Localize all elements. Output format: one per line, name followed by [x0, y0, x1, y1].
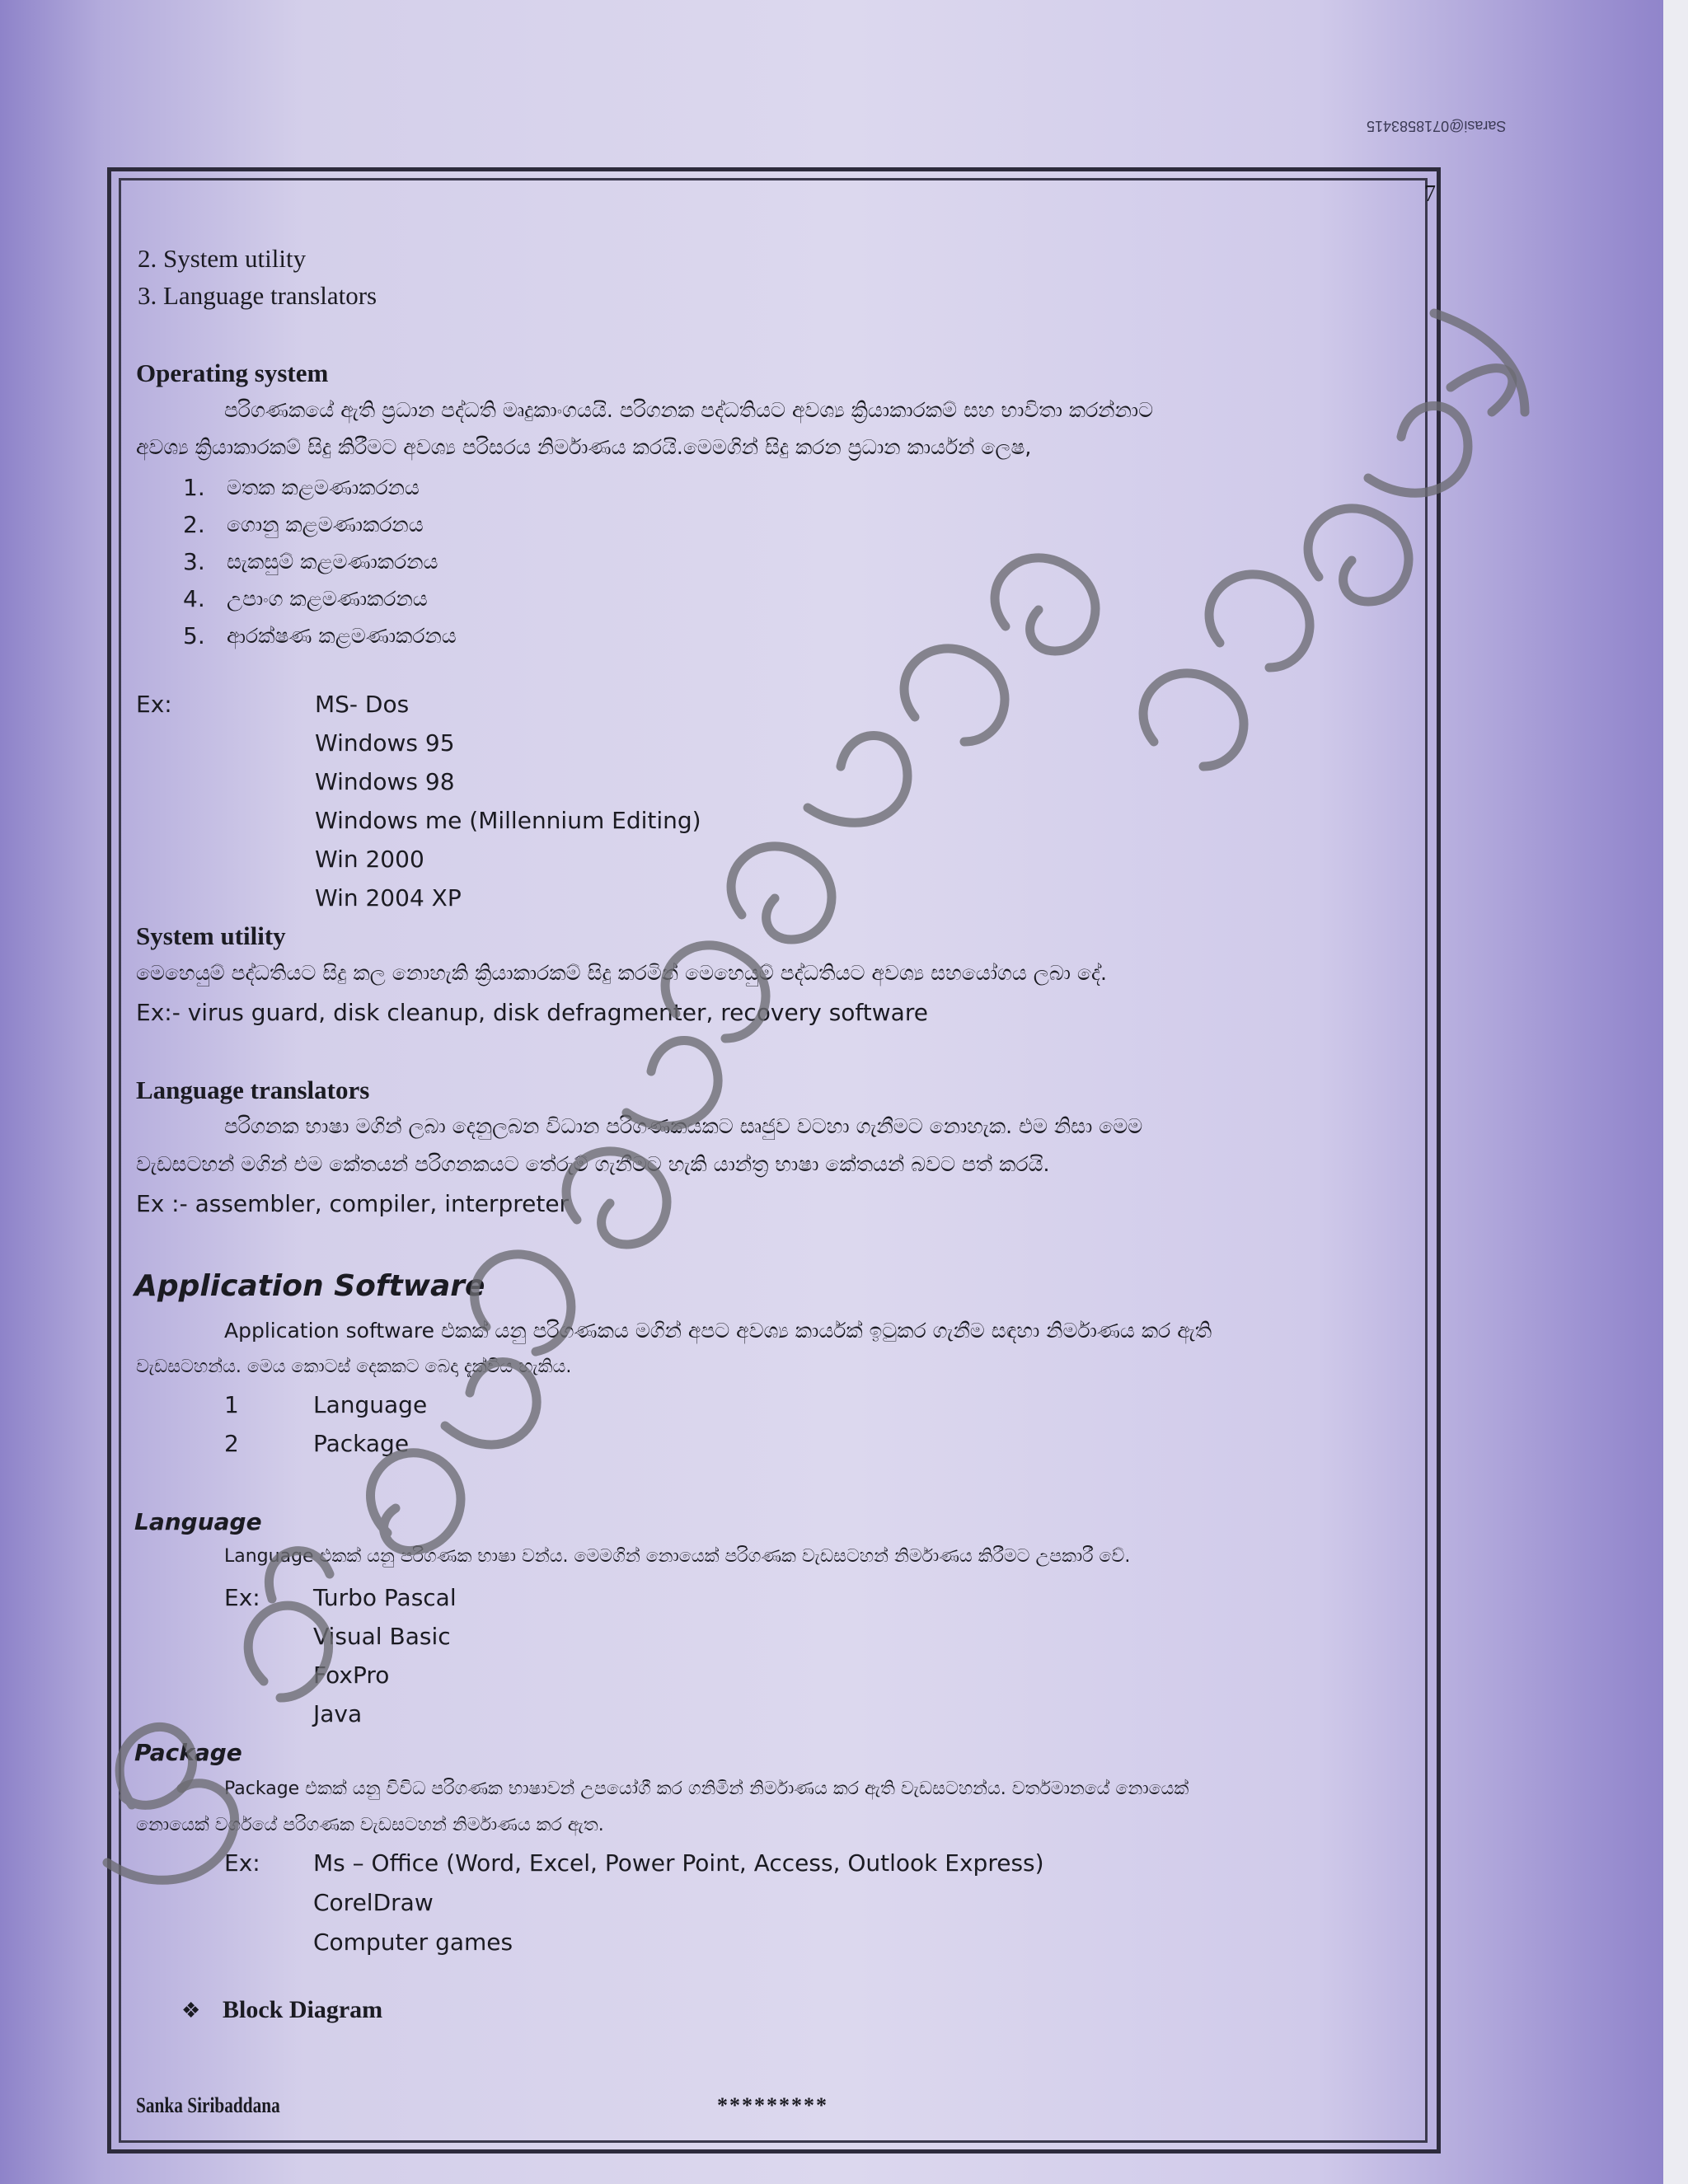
- section-heading-translators: Language translators: [136, 1076, 370, 1104]
- list-item: ආරක්ෂණ කළමණාකරනය: [227, 624, 457, 648]
- paragraph-line: මෙහෙයුම් පද්ධතියට සිදු කල නොහැකි ක්‍රියාකාරකම් සිදු කරමින් මෙහෙයුම් පද්ධතියට අවශ්‍ය සහයෝගය ලබා දේ.: [136, 961, 1107, 985]
- list-number: 3.: [183, 548, 205, 575]
- list-number: 2: [224, 1430, 239, 1457]
- example-label: Ex:: [224, 1584, 260, 1611]
- list-item: උපාංග කළමණාකරනය: [227, 587, 428, 611]
- example-label: Ex:: [136, 691, 172, 718]
- section-heading-utility: System utility: [136, 921, 286, 950]
- list-number: 1.: [183, 474, 205, 501]
- example-item: Computer games: [313, 1929, 513, 1956]
- paragraph-line: පරිගනක භාෂා මගින් ලබා දෙනුලබන විධාන පරිගණකයකට සෘජුව වටහා ගැනීමට නොහැක. එම නිසා මෙම: [224, 1114, 1143, 1138]
- example-item: Win 2004 XP: [315, 884, 462, 912]
- example-item: Ms – Office (Word, Excel, Power Point, Access, Outlook Express): [313, 1849, 1044, 1877]
- example-item: Win 2000: [315, 846, 424, 873]
- list-item: මතක කළමණාකරනය: [227, 476, 420, 499]
- example-item: Windows 95: [315, 729, 455, 757]
- list-number: 1: [224, 1391, 239, 1418]
- phone-stamp: Sarasi@0718583415: [1367, 118, 1507, 134]
- block-diagram-heading: Block Diagram: [223, 1996, 383, 2023]
- list-item: 2. System utility: [138, 244, 307, 273]
- footer-stars: *********: [717, 2093, 828, 2117]
- paragraph-line: Application software එකක් යනු පරිගණකය මගින් අපට අවශ්‍ය කාර්යක් ඉටුකර ගැනීම සඳහා නිර්මාණය කර ඇති: [224, 1319, 1212, 1343]
- paragraph-line: Language එකක් යනු පරිගණක භාෂා වන්ය. මෙමගින් නොයෙක් පරිගණක වැඩසටහන් නිර්මාණය කිරීමට උපකාරී වේ.: [224, 1546, 1131, 1567]
- list-item: Package: [313, 1430, 410, 1457]
- diamond-bullet-icon: ❖: [181, 1999, 201, 2022]
- example-item: Visual Basic: [313, 1623, 451, 1650]
- watermark-text: දෙවෙනි පෙළ තාක්ෂණවේදය සිංහලෙන්: [0, 0, 14, 1]
- page-number: 7: [1424, 181, 1436, 207]
- example-item: FoxPro: [313, 1661, 390, 1689]
- footer-author: Sanka Siribaddana: [136, 2093, 280, 2117]
- list-item: 3. Language translators: [138, 281, 377, 310]
- paragraph-line: අවශ්‍ය ක්‍රියාකාරකම් සිදු කිරීමට අවශ්‍ය පරිසරය නිර්මාණය කරයි.මෙමගින් සිදු කරන ප්‍රධාන කාර්යන් ලෙෂ,: [136, 435, 1032, 459]
- example-line: Ex:- virus guard, disk cleanup, disk defragmenter, recovery software: [136, 999, 928, 1026]
- list-number: 4.: [183, 585, 205, 612]
- section-heading-package: Package: [134, 1739, 242, 1766]
- example-item: MS- Dos: [315, 691, 410, 718]
- example-item: Windows 98: [315, 768, 455, 795]
- list-number: 5.: [183, 622, 205, 649]
- example-label: Ex:: [224, 1849, 260, 1877]
- example-item: CorelDraw: [313, 1889, 434, 1916]
- section-heading-language: Language: [134, 1508, 262, 1535]
- section-heading-application: Application Software: [134, 1269, 485, 1303]
- list-item: සැකසුම් කළමණාකරනය: [227, 550, 438, 574]
- paragraph-line: නොයෙක් වර්ගයේ පරිගණක වැඩසටහන් නිර්මාණය කර ඇත.: [136, 1815, 604, 1835]
- example-item: Java: [313, 1700, 363, 1727]
- example-line: Ex :- assembler, compiler, interpreter: [136, 1190, 570, 1217]
- section-heading-os: Operating system: [136, 359, 329, 387]
- list-item: Language: [313, 1391, 428, 1418]
- example-item: Turbo Pascal: [313, 1584, 457, 1611]
- paragraph-line: වැඩසටහන් මගින් එම කේතයන් පරිගනකයට තේරුම් ගැනීමට හැකි යාන්ත්‍ර භාෂා කේතයන් බවට පත් කරයි.: [136, 1152, 1050, 1176]
- page-edge: [1663, 0, 1688, 2184]
- list-item: ගොනු කළමණාකරනය: [227, 513, 424, 537]
- paragraph-line: වැඩසටහන්ය. මෙය කොටස් දෙකකට බෙදා දැක්විය හැකිය.: [136, 1357, 572, 1377]
- paragraph-line: පරිගණකයේ ඇති ප්‍රධාන පද්ධති මෘදුකාංගයයි. පරිගනක පද්ධතියට අවශ්‍ය ක්‍රියාකාරකම් සහ භාවිතා කරන්නාට: [224, 398, 1154, 422]
- paragraph-line: Package එකක් යනු විවිධ පරිගණක භාෂාවන් උපයෝගී කර ගනිමින් නිර්මාණය කර ඇති වැඩසටහන්ය. වර්තමානයේ නොයෙක්: [224, 1779, 1189, 1799]
- list-number: 2.: [183, 511, 205, 538]
- example-item: Windows me (Millennium Editing): [315, 807, 701, 834]
